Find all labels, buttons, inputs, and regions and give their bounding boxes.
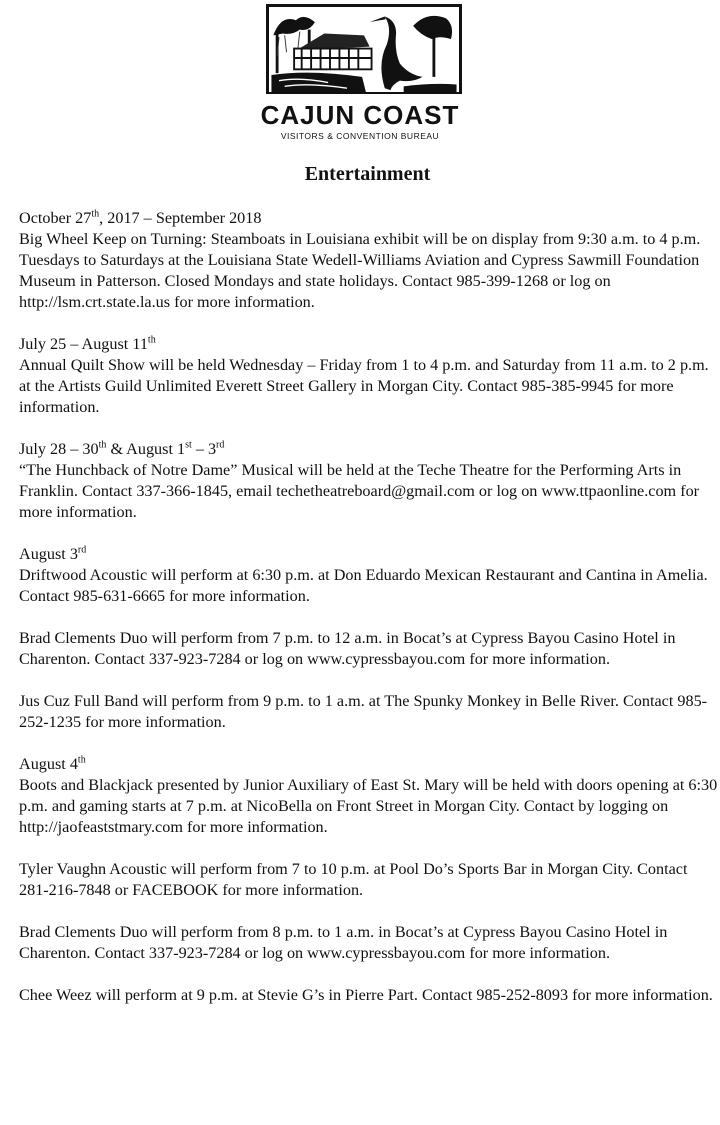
event-description: Tyler Vaughn Acoustic will perform from 7 to 10 p.m. at Pool Do’s Sports Bar in Morgan City. Contact 281-216-7848 or FACEBOOK for more information. — [19, 860, 688, 899]
page-title: Entertainment — [304, 163, 431, 185]
event-description: Annual Quilt Show will be held Wednesday – Friday from 1 to 4 p.m. and Saturday from 11 a.m. to 2 p.m. at the Artists Guild Unlimited Everett Street Gallery in Morgan City. Contact 985-385-9945 for more information. — [19, 356, 709, 416]
event-description: Big Wheel Keep on Turning: Steamboats in Louisiana exhibit will be on display from 9:30 a.m. to 4 p.m. Tuesdays to Saturdays at the Louisiana State Wedell-Williams Aviation and Cypress Sawmill Foundation Museum in Patterson. Closed Mondays and state holidays. Contact 985-399-1268 or log on http://lsm.crt.state.la.us for more information. — [19, 230, 701, 311]
event-date: July 25 – August 11th — [19, 334, 156, 353]
event-entry — [19, 334, 719, 418]
event-entry — [19, 922, 719, 964]
event-entry — [19, 985, 719, 1006]
event-description: “The Hunchback of Notre Dame” Musical will be held at the Teche Theatre for the Performing Arts in Franklin. Contact 337-366-1845, email techetheatreboard@gmail.com or log on www.ttpaonline.com for more information. — [19, 461, 700, 521]
logo-artwork — [269, 7, 459, 92]
event-entry — [19, 754, 719, 838]
brand-name: CAJUN COAST — [260, 100, 460, 130]
event-date: July 28 – 30th & August 1st – 3rd — [19, 439, 225, 458]
event-description: Brad Clements Duo will perform from 7 p.m. to 12 a.m. in Bocat’s at Cypress Bayou Casino Hotel in Charenton. Contact 337-923-7284 or log on www.cypressbayou.com for more information. — [19, 629, 676, 668]
event-description: Driftwood Acoustic will perform at 6:30 p.m. at Don Eduardo Mexican Restaurant and Cantina in Amelia. Contact 985-631-6665 for more information. — [19, 566, 708, 605]
event-description: Jus Cuz Full Band will perform from 9 p.m. to 1 a.m. at The Spunky Monkey in Belle River. Contact 985-252-1235 for more information. — [19, 692, 708, 731]
event-description: Boots and Blackjack presented by Junior Auxiliary of East St. Mary will be held with doors opening at 6:30 p.m. and gaming starts at 7 p.m. at NicoBella on Front Street in Morgan City. Contact by logging on http://jaofeaststmary.com for more information. — [19, 776, 718, 836]
event-date: August 4th — [19, 754, 86, 773]
event-date: August 3rd — [19, 544, 87, 563]
event-entry — [19, 691, 719, 733]
event-entry — [19, 439, 719, 523]
event-list — [19, 208, 719, 1027]
event-description: Brad Clements Duo will perform from 8 p.m. to 1 a.m. in Bocat’s at Cypress Bayou Casino Hotel in Charenton. Contact 337-923-7284 or log on www.cypressbayou.com for more information. — [19, 923, 668, 962]
plantation-heron-logo-icon — [266, 4, 462, 94]
event-entry — [19, 208, 719, 313]
brand-subtitle: VISITORS & CONVENTION BUREAU — [280, 131, 440, 141]
event-date: October 27th, 2017 – September 2018 — [19, 208, 262, 227]
event-entry — [19, 544, 719, 607]
event-entry — [19, 859, 719, 901]
event-entry — [19, 628, 719, 670]
event-description: Chee Weez will perform at 9 p.m. at Stevie G’s in Pierre Part. Contact 985-252-8093 for more information. — [19, 986, 713, 1004]
